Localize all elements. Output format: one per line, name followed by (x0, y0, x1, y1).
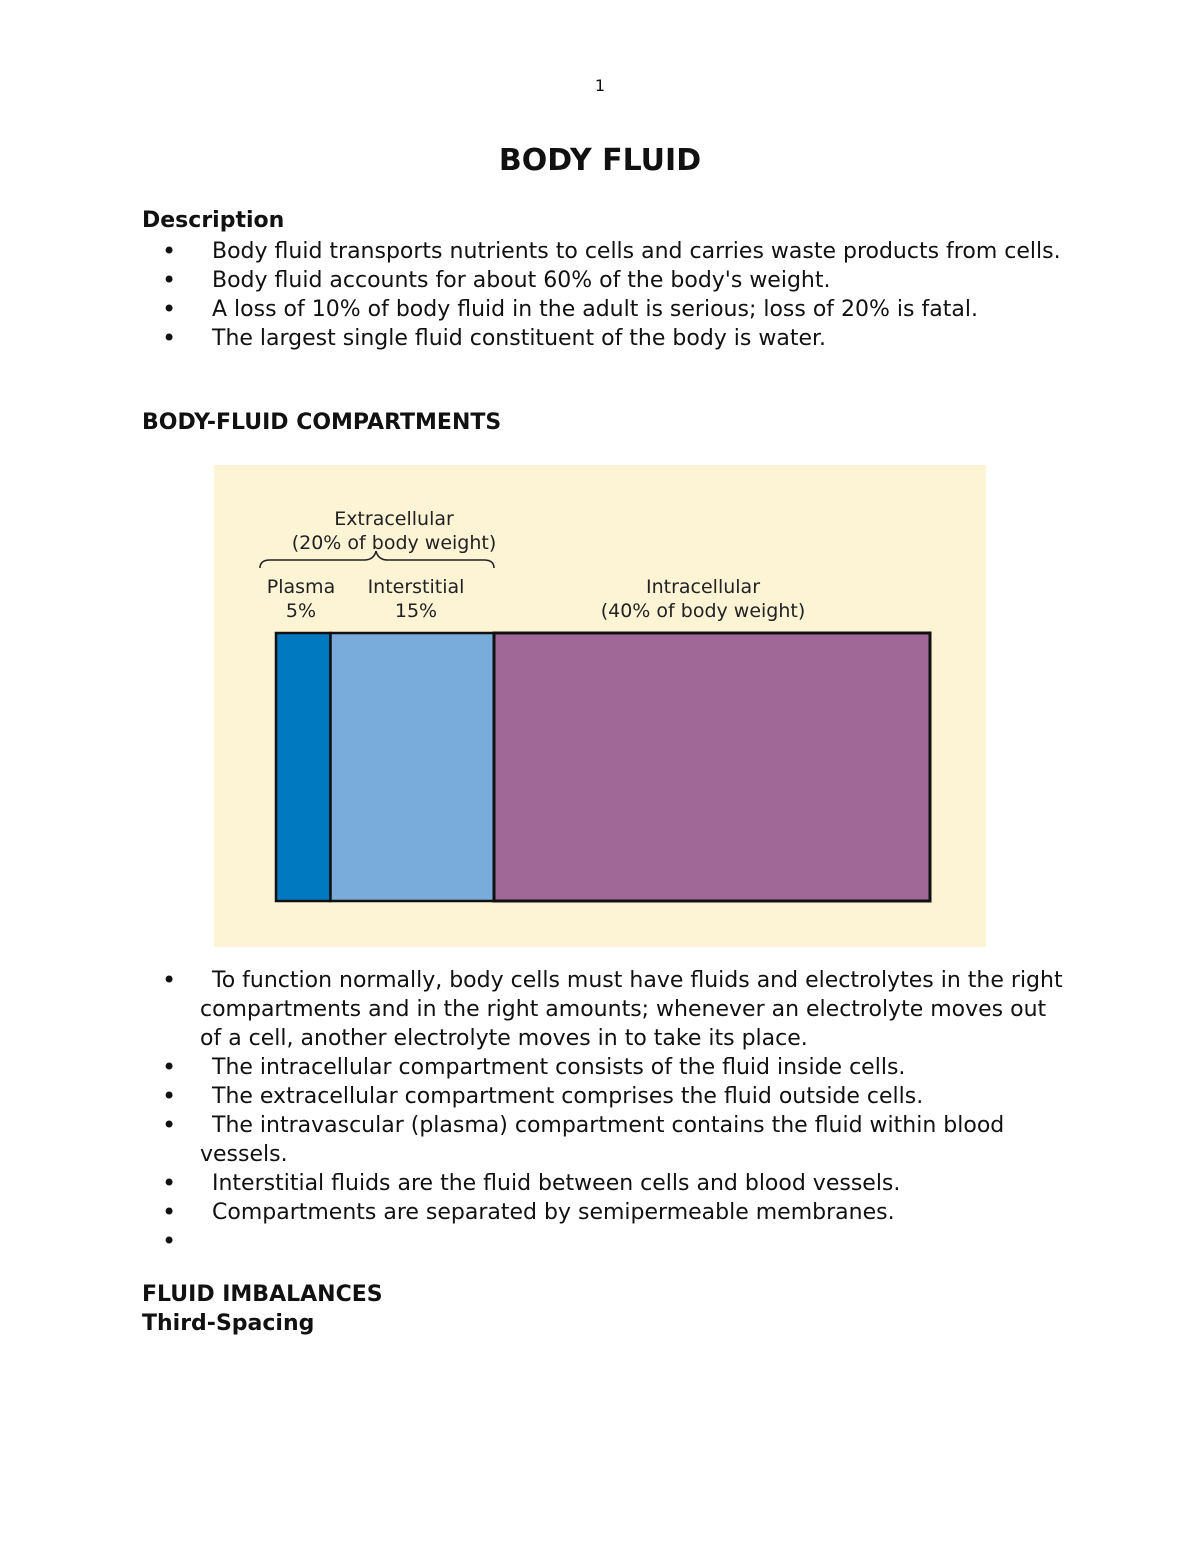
list-item: • Compartments are separated by semipermeable membranes. (142, 1198, 1072, 1227)
intracellular-percent: (40% of body weight) (600, 600, 806, 622)
fluid-imbalances-heading: FLUID IMBALANCES (142, 1282, 383, 1307)
description-heading: Description (142, 208, 285, 233)
list-item: • A loss of 10% of body fluid in the adult is serious; loss of 20% is fatal. (142, 295, 1072, 324)
list-item: • Body fluid transports nutrients to cells and carries waste products from cells. (142, 237, 1072, 266)
compartments-diagram (214, 465, 986, 947)
list-item: • The largest single fluid constituent of the body is water. (142, 324, 1072, 353)
list-item: • The extracellular compartment comprises the fluid outside cells. (142, 1082, 1072, 1111)
body-fluid-compartments-figure (214, 465, 986, 947)
interstitial-label: Interstitial (367, 576, 465, 598)
interstitial-segment (331, 633, 495, 901)
page-number: 1 (594, 76, 606, 95)
intracellular-segment (494, 633, 930, 901)
list-item: • Body fluid accounts for about 60% of the body's weight. (142, 266, 1072, 295)
list-item (142, 1227, 1072, 1256)
plasma-segment (276, 633, 331, 901)
plasma-percent: 5% (285, 600, 317, 622)
list-item: • The intravascular (plasma) compartment contains the fluid within blood vessels. (142, 1111, 1072, 1169)
document-title: BODY FLUID (498, 143, 702, 178)
third-spacing-subheading: Third-Spacing (142, 1311, 315, 1336)
intracellular-label: Intracellular (645, 576, 761, 598)
extracellular-percent-label: (20% of body weight) (291, 532, 497, 554)
compartment-bar (276, 633, 930, 901)
list-item: • The intracellular compartment consists of the fluid inside cells. (142, 1053, 1072, 1082)
list-item: • Interstitial fluids are the fluid between cells and blood vessels. (142, 1169, 1072, 1198)
interstitial-percent: 15% (394, 600, 438, 622)
extracellular-label: Extracellular (334, 508, 454, 530)
list-item: • To function normally, body cells must have fluids and electrolytes in the right compartments and in the right amounts; whenever an electrolyte moves out of a cell, another electrolyte moves in to take its place. (142, 966, 1072, 1053)
description-list (142, 237, 1072, 353)
plasma-label: Plasma (266, 576, 336, 598)
compartments-list (142, 966, 1072, 1256)
compartments-heading: BODY-FLUID COMPARTMENTS (142, 410, 502, 435)
